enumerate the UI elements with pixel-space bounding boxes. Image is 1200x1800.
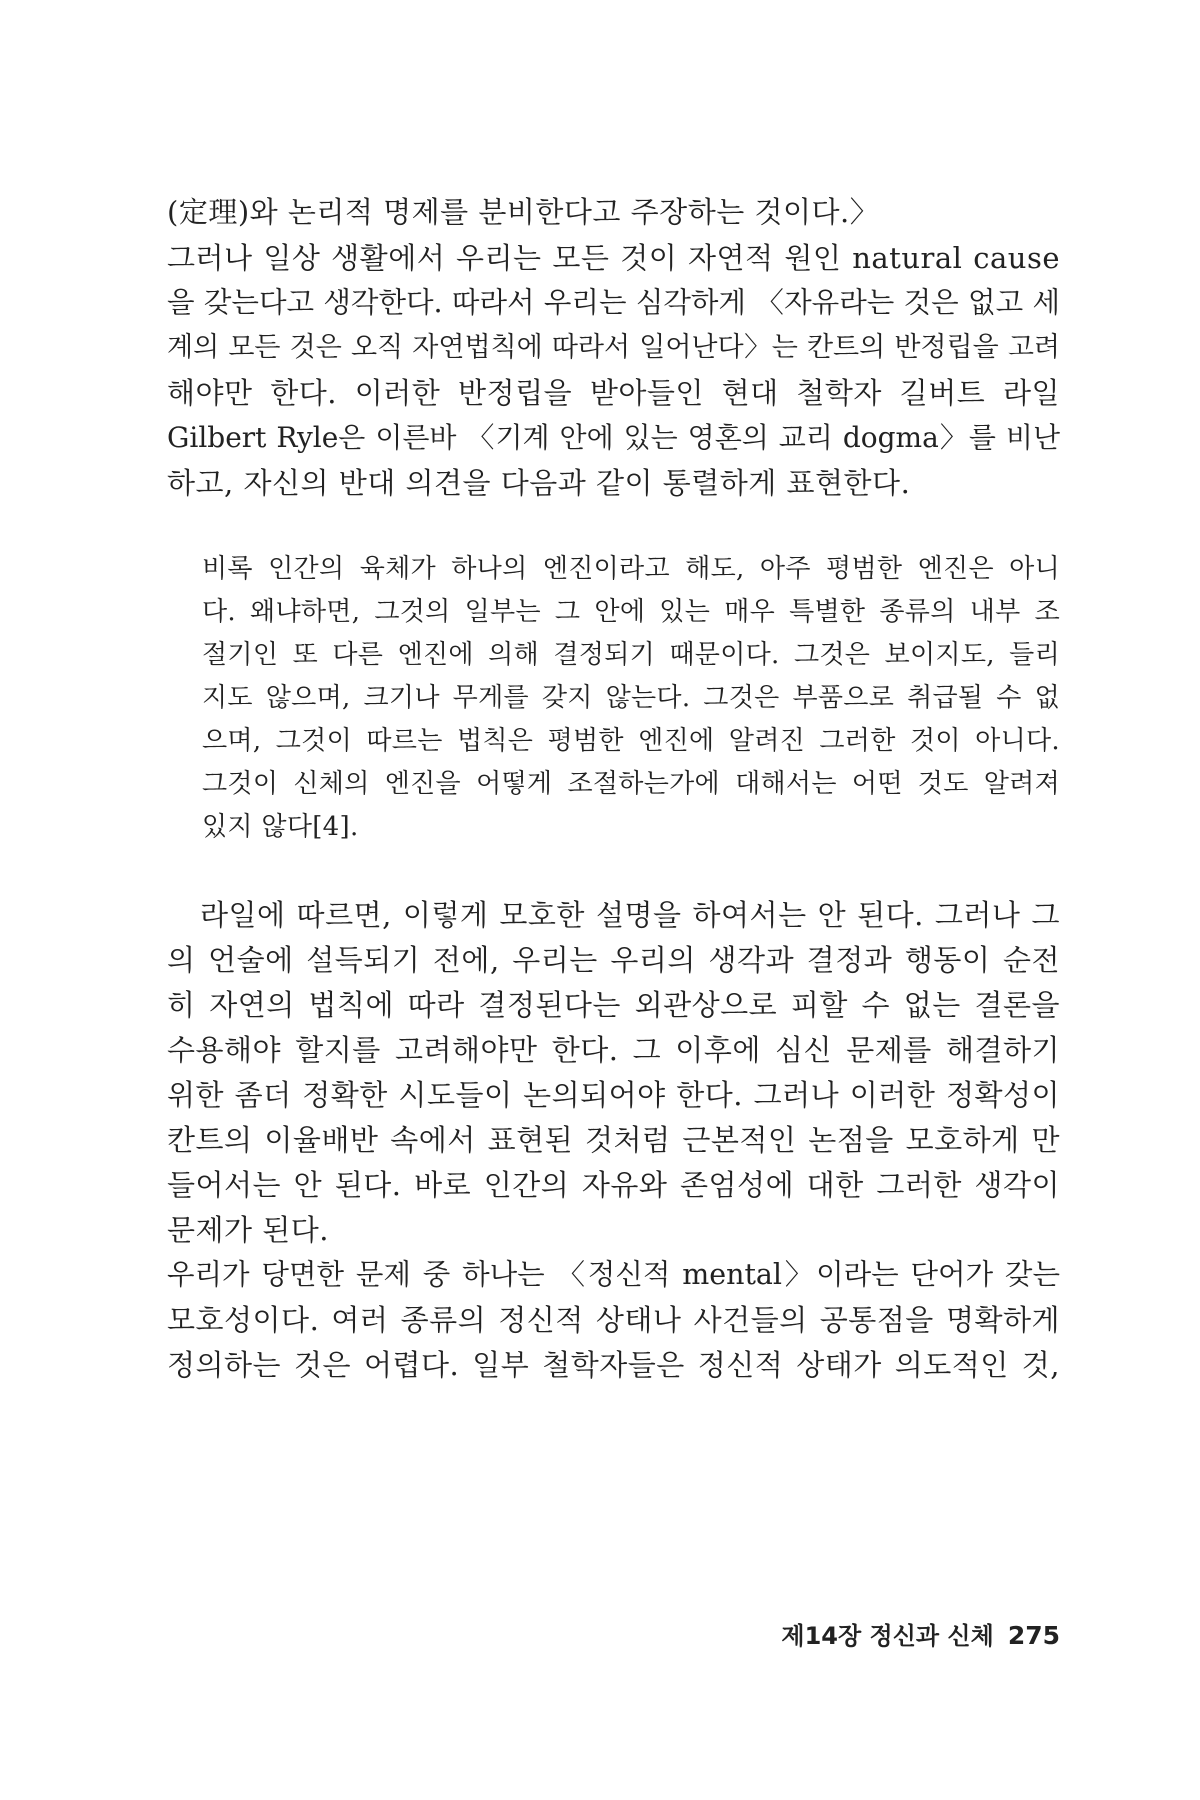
text-line: 수용해야 할지를 고려해야만 한다. 그 이후에 심신 문제를 해결하기: [167, 1033, 1060, 1067]
quote-line: 다. 왜냐하면, 그것의 일부는 그 안에 있는 매우 특별한 종류의 내부 조: [202, 597, 1060, 627]
text-line: 들어서는 안 된다. 바로 인간의 자유와 존엄성에 대한 그러한 생각이: [167, 1168, 1060, 1202]
text-line: 의 언술에 설득되기 전에, 우리는 우리의 생각과 결정과 행동이 순전: [167, 943, 1060, 977]
text-line: 히 자연의 법칙에 따라 결정된다는 외관상으로 피할 수 없는 결론을: [167, 988, 1060, 1022]
text-line: 을 갖는다고 생각한다. 따라서 우리는 심각하게 〈자유라는 것은 없고 세: [167, 286, 1060, 319]
text-line: 우리가 당면한 문제 중 하나는 〈정신적 mental〉이라는 단어가 갖는: [167, 1258, 1060, 1291]
text-line: 정의하는 것은 어렵다. 일부 철학자들은 정신적 상태가 의도적인 것,: [167, 1348, 1060, 1382]
text-line: 문제가 된다.: [167, 1213, 330, 1247]
page-footer: [781, 1620, 1060, 1652]
quote-line: 으며, 그것이 따르는 법칙은 평범한 엔진에 알려진 그러한 것이 아니다.: [202, 726, 1060, 756]
text-line: 해야만 한다. 이러한 반정립을 받아들인 현대 철학자 길버트 라일: [167, 376, 1060, 410]
text-line: 계의 모든 것은 오직 자연법칙에 따라서 일어난다〉는 칸트의 반정립을 고려: [167, 332, 1060, 363]
text-line: (定理)와 논리적 명제를 분비한다고 주장하는 것이다.〉: [167, 195, 880, 229]
chapter-title: 제14장 정신과 신체: [781, 1622, 994, 1650]
text-line: 모호성이다. 여러 종류의 정신적 상태나 사건들의 공통점을 명확하게: [167, 1303, 1060, 1337]
text-line: 위한 좀더 정확한 시도들이 논의되어야 한다. 그러나 이러한 정확성이: [167, 1078, 1060, 1112]
text-line: 그러나 일상 생활에서 우리는 모든 것이 자연적 원인 natural cause: [167, 241, 1060, 275]
quote-line: 비록 인간의 육체가 하나의 엔진이라고 해도, 아주 평범한 엔진은 아니: [202, 554, 1060, 584]
text-line: Gilbert Ryle은 이른바 〈기계 안에 있는 영혼의 교리 dogma〉를 비난: [167, 421, 1060, 454]
quote-line: 절기인 또 다른 엔진에 의해 결정되기 때문이다. 그것은 보이지도, 들리: [202, 640, 1060, 670]
text-line: 하고, 자신의 반대 의견을 다음과 같이 통렬하게 표현한다.: [167, 466, 911, 500]
quote-line: 있지 않다[4].: [202, 812, 359, 842]
page-number: 275: [1007, 1621, 1060, 1650]
text-line: 라일에 따르면, 이렇게 모호한 설명을 하여서는 안 된다. 그러나 그: [200, 898, 1060, 932]
text-line: 칸트의 이율배반 속에서 표현된 것처럼 근본적인 논점을 모호하게 만: [167, 1123, 1060, 1157]
quote-line: 지도 않으며, 크기나 무게를 갖지 않는다. 그것은 부품으로 취급될 수 없: [202, 683, 1060, 713]
quote-line: 그것이 신체의 엔진을 어떻게 조절하는가에 대해서는 어떤 것도 알려져: [202, 769, 1060, 799]
